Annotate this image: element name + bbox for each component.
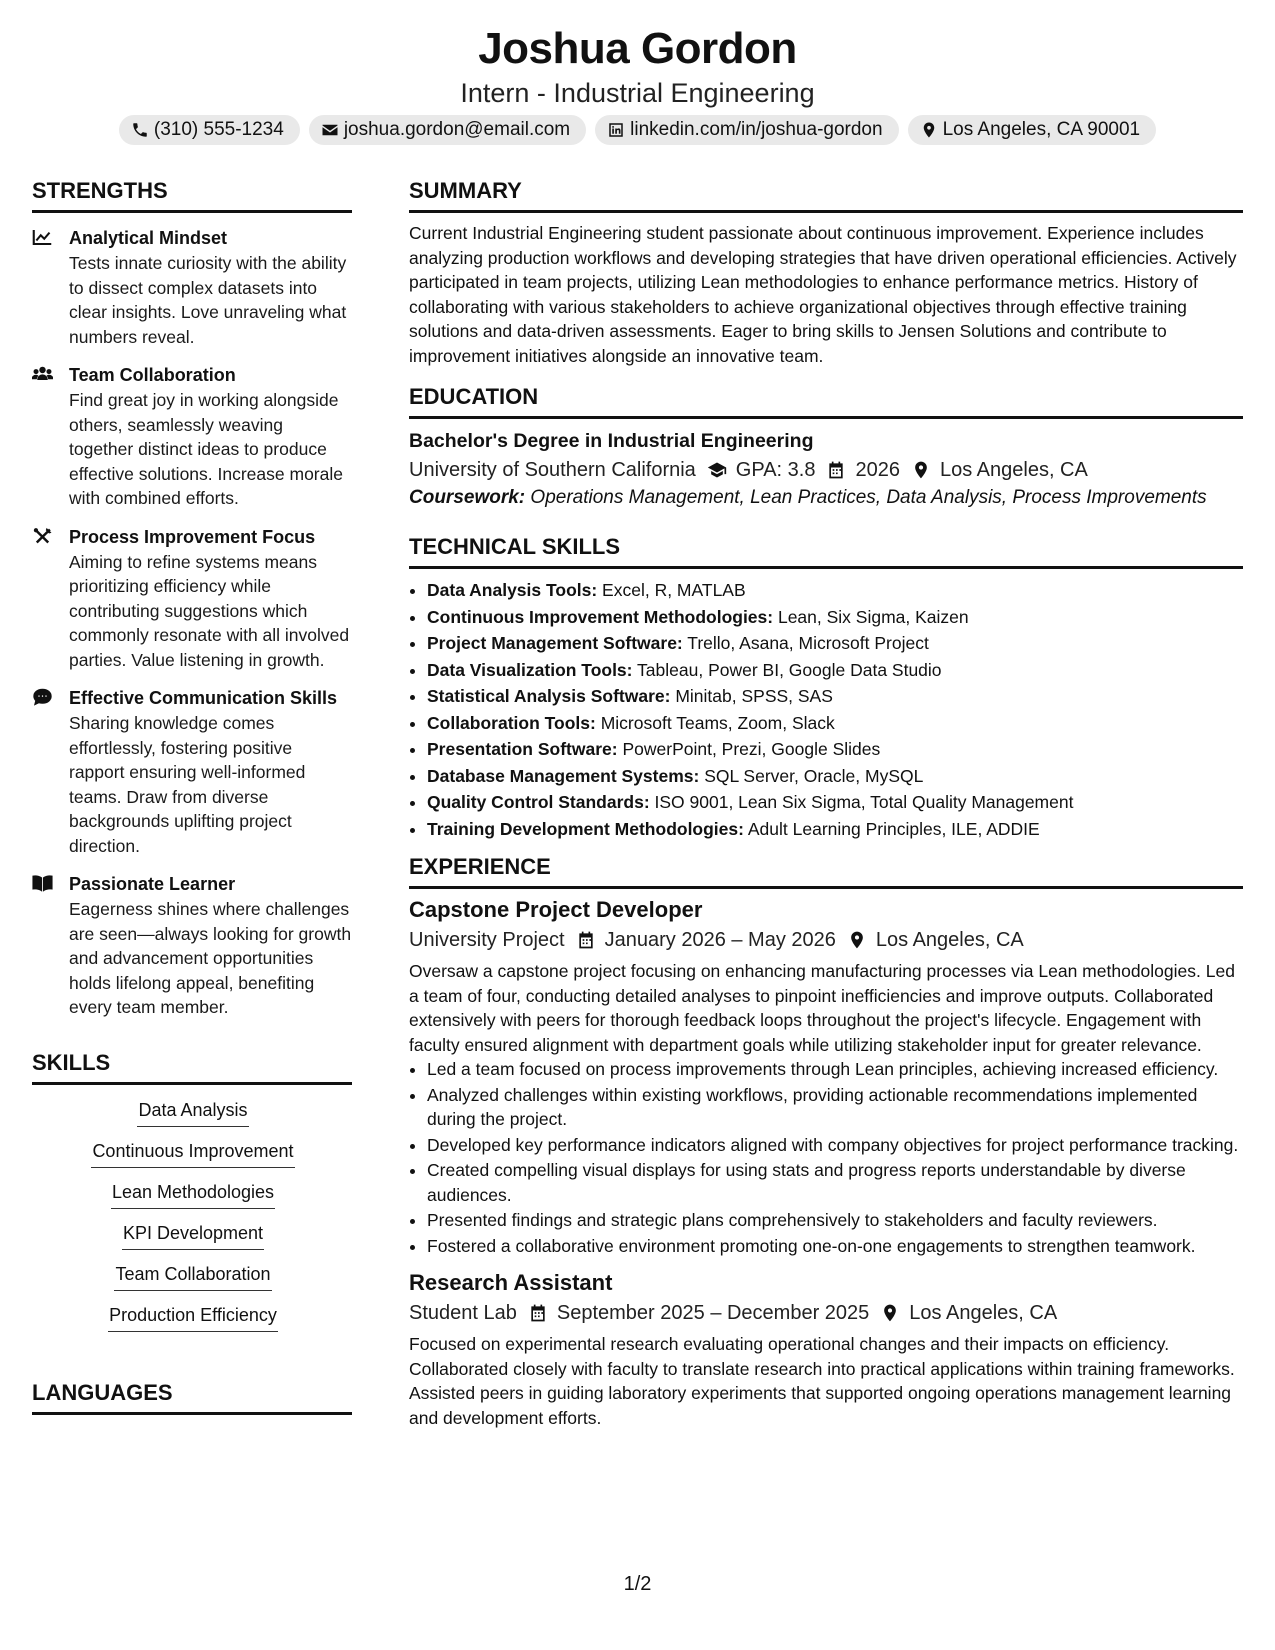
tech-skill-label: Data Analysis Tools: bbox=[427, 580, 598, 600]
skills-list bbox=[32, 1097, 352, 1332]
skill-tag: Data Analysis bbox=[137, 1097, 248, 1127]
phone-icon bbox=[131, 121, 149, 139]
list-item bbox=[427, 604, 1243, 631]
technical-skills-list bbox=[409, 577, 1243, 842]
job-title: Capstone Project Developer bbox=[409, 897, 703, 922]
job-meta bbox=[409, 925, 1243, 955]
school-name: University of Southern California bbox=[409, 459, 696, 481]
job-dates: September 2025 – December 2025 bbox=[556, 1302, 870, 1324]
job-meta bbox=[409, 1298, 1243, 1328]
list-item bbox=[427, 789, 1243, 816]
coursework-label: Coursework: bbox=[409, 487, 526, 508]
strength-desc: Eagerness shines where challenges are seen—always looking for growth and advancement opportunities holds lifelong appeal, benefiting every team member. bbox=[69, 899, 352, 1017]
education-meta bbox=[409, 455, 1243, 485]
tech-skill-label: Presentation Software: bbox=[427, 739, 618, 759]
skill-tag: KPI Development bbox=[122, 1220, 264, 1250]
strength-desc: Aiming to refine systems means prioritizing efficiency while contributing suggestions which commonly resonate with all involved parties. Value listening in growth. bbox=[69, 551, 350, 670]
speech-bubble-icon bbox=[32, 685, 55, 858]
tech-skill-value: Trello, Asana, Microsoft Project bbox=[682, 633, 929, 653]
strength-name: Team Collaboration bbox=[69, 365, 236, 385]
tech-skill-label: Continuous Improvement Methodologies: bbox=[427, 606, 774, 627]
technical-skills-heading: TECHNICAL SKILLS bbox=[409, 532, 1243, 569]
job-title: Research Assistant bbox=[409, 1270, 613, 1295]
education-location: Los Angeles, CA bbox=[939, 459, 1088, 481]
skill-tag: Lean Methodologies bbox=[111, 1179, 275, 1209]
linkedin-chip[interactable] bbox=[595, 115, 898, 145]
map-pin-icon bbox=[847, 930, 867, 950]
strength-desc: Find great joy in working alongside others, seamlessly weaving together distinct ideas to produce effective solutions. Increase morale with combined efforts. bbox=[69, 390, 343, 508]
tech-skill-value: Tableau, Power BI, Google Data Studio bbox=[632, 659, 942, 680]
tech-skill-value: ISO 9001, Lean Six Sigma, Total Quality Management bbox=[649, 792, 1074, 812]
candidate-title: Intern - Industrial Engineering bbox=[460, 78, 815, 108]
job-description: Oversaw a capstone project focusing on enhancing manufacturing processes via Lean methodologies. Led a team of four, conducting detailed analyses to pinpoint inefficiencies and improve outputs. Collaborated extensively with peers for thorough feedback loops throughout the project's lifecycle. Engagement with faculty ensured alignment with department goals while utilizing stakeholder input for greater relevance. bbox=[409, 961, 1235, 1055]
list-item bbox=[427, 763, 1243, 790]
strength-item bbox=[32, 225, 352, 349]
phone-chip[interactable] bbox=[119, 115, 300, 145]
tech-skill-value: Minitab, SPSS, SAS bbox=[670, 686, 833, 706]
tech-skill-label: Statistical Analysis Software: bbox=[427, 686, 671, 706]
experience-entry bbox=[409, 1268, 1243, 1430]
education-heading: EDUCATION bbox=[409, 382, 1243, 419]
candidate-name: Joshua Gordon bbox=[478, 24, 797, 73]
list-item: • Led a team focused on process improvements through Lean principles, achieving increased efficiency. bbox=[427, 1057, 1243, 1082]
job-org: University Project bbox=[409, 929, 565, 951]
strength-desc: Sharing knowledge comes effortlessly, fostering positive rapport ensuring well-informed teams. Draw from diverse backgrounds uplifting project direction. bbox=[69, 713, 306, 856]
tech-skill-label: Data Visualization Tools: bbox=[427, 659, 633, 680]
job-dates: January 2026 – May 2026 bbox=[604, 929, 836, 951]
strength-desc: Tests innate curiosity with the ability to dissect complex datasets into clear insights. Love unraveling what numbers reveal. bbox=[69, 253, 347, 347]
skill-tag: Production Efficiency bbox=[108, 1302, 278, 1332]
calendar-icon bbox=[826, 460, 846, 480]
email-text: joshua.gordon@email.com bbox=[343, 119, 571, 140]
strength-name: Passionate Learner bbox=[69, 874, 236, 894]
tech-skill-value: SQL Server, Oracle, MySQL bbox=[699, 765, 924, 786]
map-pin-icon bbox=[880, 1303, 900, 1323]
summary-heading: SUMMARY bbox=[409, 176, 1243, 213]
location-text: Los Angeles, CA 90001 bbox=[942, 119, 1141, 140]
skill-tag: Team Collaboration bbox=[114, 1261, 271, 1291]
strength-item bbox=[32, 685, 352, 858]
page-indicator: 1/2 bbox=[623, 1573, 652, 1595]
list-item bbox=[427, 816, 1243, 843]
list-item: • Presented findings and strategic plans comprehensively to stakeholders and faculty reviewers. bbox=[427, 1208, 1243, 1233]
strength-name: Analytical Mindset bbox=[69, 228, 228, 248]
skill-tag: Continuous Improvement bbox=[91, 1138, 294, 1168]
linkedin-icon bbox=[607, 121, 625, 139]
skills-heading: SKILLS bbox=[32, 1048, 352, 1085]
job-location: Los Angeles, CA bbox=[875, 929, 1024, 951]
coursework bbox=[409, 486, 1243, 510]
graduation-cap-icon bbox=[707, 460, 727, 480]
list-item: • Analyzed challenges within existing workflows, providing actionable recommendations implemented during the project. bbox=[427, 1083, 1243, 1132]
experience-entry bbox=[409, 895, 1243, 1258]
tech-skill-label: Database Management Systems: bbox=[427, 765, 700, 786]
degree-name: Bachelor's Degree in Industrial Engineering bbox=[409, 430, 814, 452]
strength-item bbox=[32, 524, 352, 673]
tech-skill-label: Collaboration Tools: bbox=[427, 712, 596, 733]
calendar-icon bbox=[528, 1303, 548, 1323]
left-column bbox=[32, 176, 352, 1415]
strength-name: Effective Communication Skills bbox=[69, 688, 338, 708]
calendar-icon bbox=[576, 930, 596, 950]
email-chip[interactable] bbox=[309, 115, 586, 145]
contact-bar bbox=[0, 115, 1275, 145]
list-item bbox=[427, 630, 1243, 657]
tech-skill-label: Quality Control Standards: bbox=[427, 792, 650, 812]
map-pin-icon bbox=[911, 460, 931, 480]
right-column bbox=[409, 176, 1243, 1430]
strengths-heading: STRENGTHS bbox=[32, 176, 352, 213]
list-item bbox=[427, 683, 1243, 710]
phone-text: (310) 555-1234 bbox=[153, 119, 284, 140]
experience-heading: EXPERIENCE bbox=[409, 852, 1243, 889]
job-org: Student Lab bbox=[409, 1302, 517, 1324]
tech-skill-label: Project Management Software: bbox=[427, 633, 683, 653]
list-item bbox=[427, 710, 1243, 737]
gpa-text: GPA: 3.8 bbox=[735, 459, 816, 481]
tech-skill-value: PowerPoint, Prezi, Google Slides bbox=[617, 739, 881, 759]
strength-name: Process Improvement Focus bbox=[69, 526, 316, 547]
tech-skill-value: Adult Learning Principles, ILE, ADDIE bbox=[743, 818, 1040, 839]
list-item bbox=[427, 657, 1243, 684]
job-description: Focused on experimental research evaluating operational changes and their impacts on efficiency. Collaborated closely with faculty to translate research into practical applications within training frameworks. Assisted peers in guiding laboratory experiments that supported ongoing operations management learning and development efforts. bbox=[409, 1334, 1235, 1428]
tech-skill-value: Excel, R, MATLAB bbox=[597, 580, 746, 600]
list-item: • Fostered a collaborative environment promoting one-on-one engagements to strengthen teamwork. bbox=[427, 1234, 1243, 1259]
summary-text: Current Industrial Engineering student passionate about continuous improvement. Experience includes analyzing production workflows and developing strategies that have driven operational efficiencies. Actively participated in team projects, utilizing Lean methodologies to enhance performance metrics. History of collaborating with various stakeholders to achieve organizational objectives through effective training solutions and data-driven assessments. Eager to bring skills to Jensen Solutions and contribute to improvement initiatives alongside an innovative team. bbox=[409, 223, 1237, 366]
users-icon bbox=[32, 362, 55, 511]
chart-line-icon bbox=[32, 225, 55, 349]
open-book-icon bbox=[32, 871, 55, 1020]
map-pin-icon bbox=[920, 121, 938, 139]
tech-skill-label: Training Development Methodologies: bbox=[427, 818, 744, 839]
languages-heading: LANGUAGES bbox=[32, 1378, 352, 1415]
tools-icon bbox=[32, 524, 55, 673]
job-location: Los Angeles, CA bbox=[909, 1302, 1058, 1324]
location-chip[interactable] bbox=[908, 115, 1157, 145]
resume-header bbox=[0, 0, 1275, 145]
strength-item bbox=[32, 362, 352, 511]
linkedin-text: linkedin.com/in/joshua-gordon bbox=[630, 119, 883, 140]
list-item bbox=[427, 736, 1243, 763]
envelope-icon bbox=[321, 121, 339, 139]
tech-skill-value: Lean, Six Sigma, Kaizen bbox=[773, 606, 969, 627]
list-item: • Created compelling visual displays for using stats and progress reports understandable by diverse audiences. bbox=[427, 1158, 1243, 1207]
coursework-list: Operations Management, Lean Practices, Data Analysis, Process Improvements bbox=[525, 487, 1207, 508]
list-item bbox=[427, 577, 1243, 604]
graduation-year: 2026 bbox=[855, 459, 900, 481]
tech-skill-value: Microsoft Teams, Zoom, Slack bbox=[595, 712, 835, 733]
strength-item bbox=[32, 871, 352, 1020]
job-bullets bbox=[409, 1057, 1243, 1258]
list-item: • Developed key performance indicators aligned with company objectives for project performance tracking. bbox=[427, 1133, 1243, 1158]
